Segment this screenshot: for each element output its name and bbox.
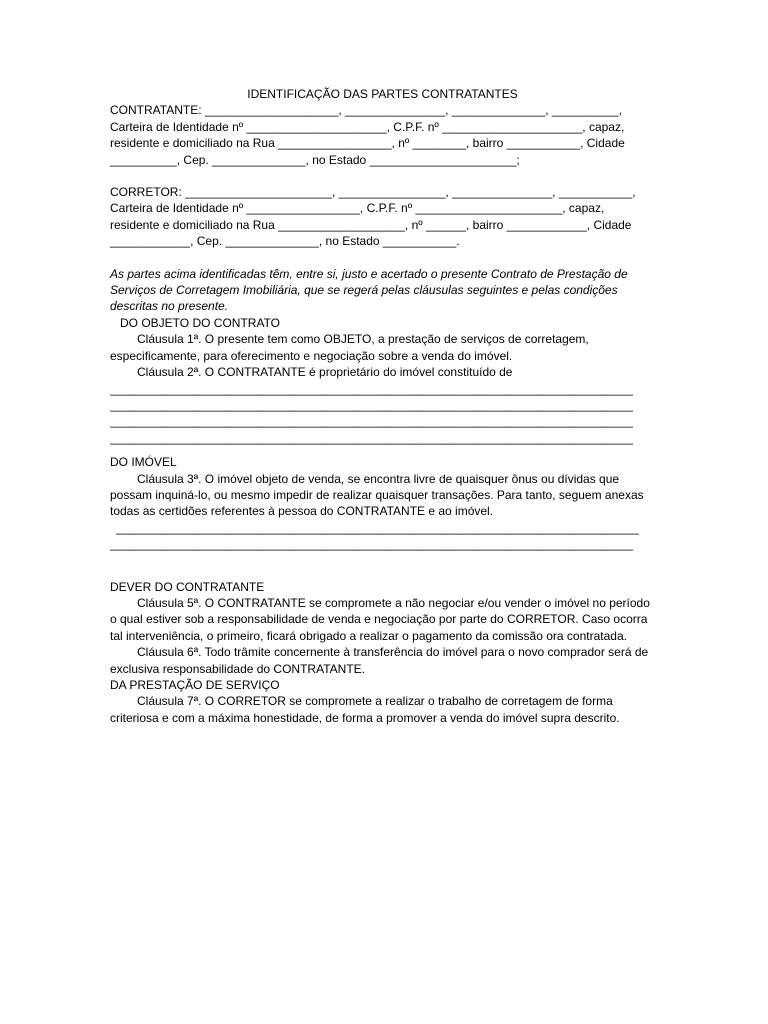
contratante-block — [110, 102, 655, 168]
corretor-block — [110, 184, 655, 250]
clausula-7: Cláusula 7ª. O CORRETOR se compromete a realizar o trabalho de corretagem de forma criteriosa e com a máxima honestidade, de forma a promover a venda do imóvel supra descrito. — [110, 694, 620, 725]
blank-fill-line: __________________________________________________________________________________ — [110, 414, 633, 429]
contratante-line: residente e domiciliado na Rua _________________, nº ________, bairro ___________, Cidade — [110, 136, 625, 151]
blank-fill-line: __________________________________________________________________________________ — [110, 430, 633, 445]
blank-fill-line: __________________________________________________________________________________ — [116, 520, 639, 535]
intro-paragraph: As partes acima identificadas têm, entre si, justo e acertado o presente Contrato de Prestação de Serviços de Corretagem Imobiliária, que se regerá pelas cláusulas seguintes e pelas condições descritas no presente. — [110, 266, 628, 314]
clausula-6: Cláusula 6ª. Todo trâmite concernente à transferência do imóvel para o novo comprador será de exclusiva responsabilidade do CONTRATANTE. — [110, 645, 649, 676]
contratante-line: CONTRATANTE: ____________________, _______________, ______________, __________, — [110, 103, 622, 118]
clausula-5: Cláusula 5ª. O CONTRATANTE se compromete a não negociar e/ou vender o imóvel no período o qual estiver sob a responsabilidade de venda e negociação por parte do CORRETOR. Caso ocorra tal interveniência, o primeiro, ficará obrigado a realizar o pagamento da comissão ora contratada. — [110, 595, 650, 643]
section-heading-imovel: DO IMÓVEL — [110, 455, 177, 470]
blank-fill-line: __________________________________________________________________________________ — [110, 381, 633, 396]
contract-page — [110, 86, 655, 726]
document-title: IDENTIFICAÇÃO DAS PARTES CONTRATANTES — [247, 87, 518, 101]
corretor-line: ____________, Cep. ______________, no Estado ___________. — [110, 234, 460, 249]
corretor-line: residente e domiciliado na Rua ___________________, nº ______, bairro ____________, Cidade — [110, 217, 632, 232]
clausula-2: Cláusula 2ª. O CONTRATANTE é proprietário do imóvel constituído de — [137, 365, 513, 380]
clausula-3: Cláusula 3ª. O imóvel objeto de venda, se encontra livre de quaisquer ônus ou dívidas que possam inquiná-lo, ou mesmo impedir de realizar quaisquer transações. Para tanto, seguem anexas todas as certidões referentes à pessoa do CONTRATANTE e ao imóvel. — [110, 471, 644, 519]
section-heading-dever: DEVER DO CONTRATANTE — [110, 579, 265, 594]
blank-fill-line: __________________________________________________________________________________ — [110, 537, 633, 552]
contratante-line: Carteira de Identidade nº _____________________, C.P.F. nº _____________________, capaz, — [110, 119, 625, 134]
section-heading-objeto: DO OBJETO DO CONTRATO — [120, 315, 281, 330]
contratante-line: __________, Cep. ______________, no Estado ______________________; — [110, 152, 520, 167]
section-heading-prestacao: DA PRESTAÇÃO DE SERVIÇO — [110, 678, 280, 692]
blank-fill-line: __________________________________________________________________________________ — [110, 397, 633, 412]
corretor-line: Carteira de Identidade nº _________________, C.P.F. nº ______________________, capaz, — [110, 201, 605, 216]
corretor-line: CORRETOR: ______________________, ________________, _______________, ___________, — [110, 185, 636, 200]
clausula-1: Cláusula 1ª. O presente tem como OBJETO, a prestação de serviços de corretagem, especificamente, para oferecimento e negociação sobre a venda do imóvel. — [110, 332, 589, 363]
